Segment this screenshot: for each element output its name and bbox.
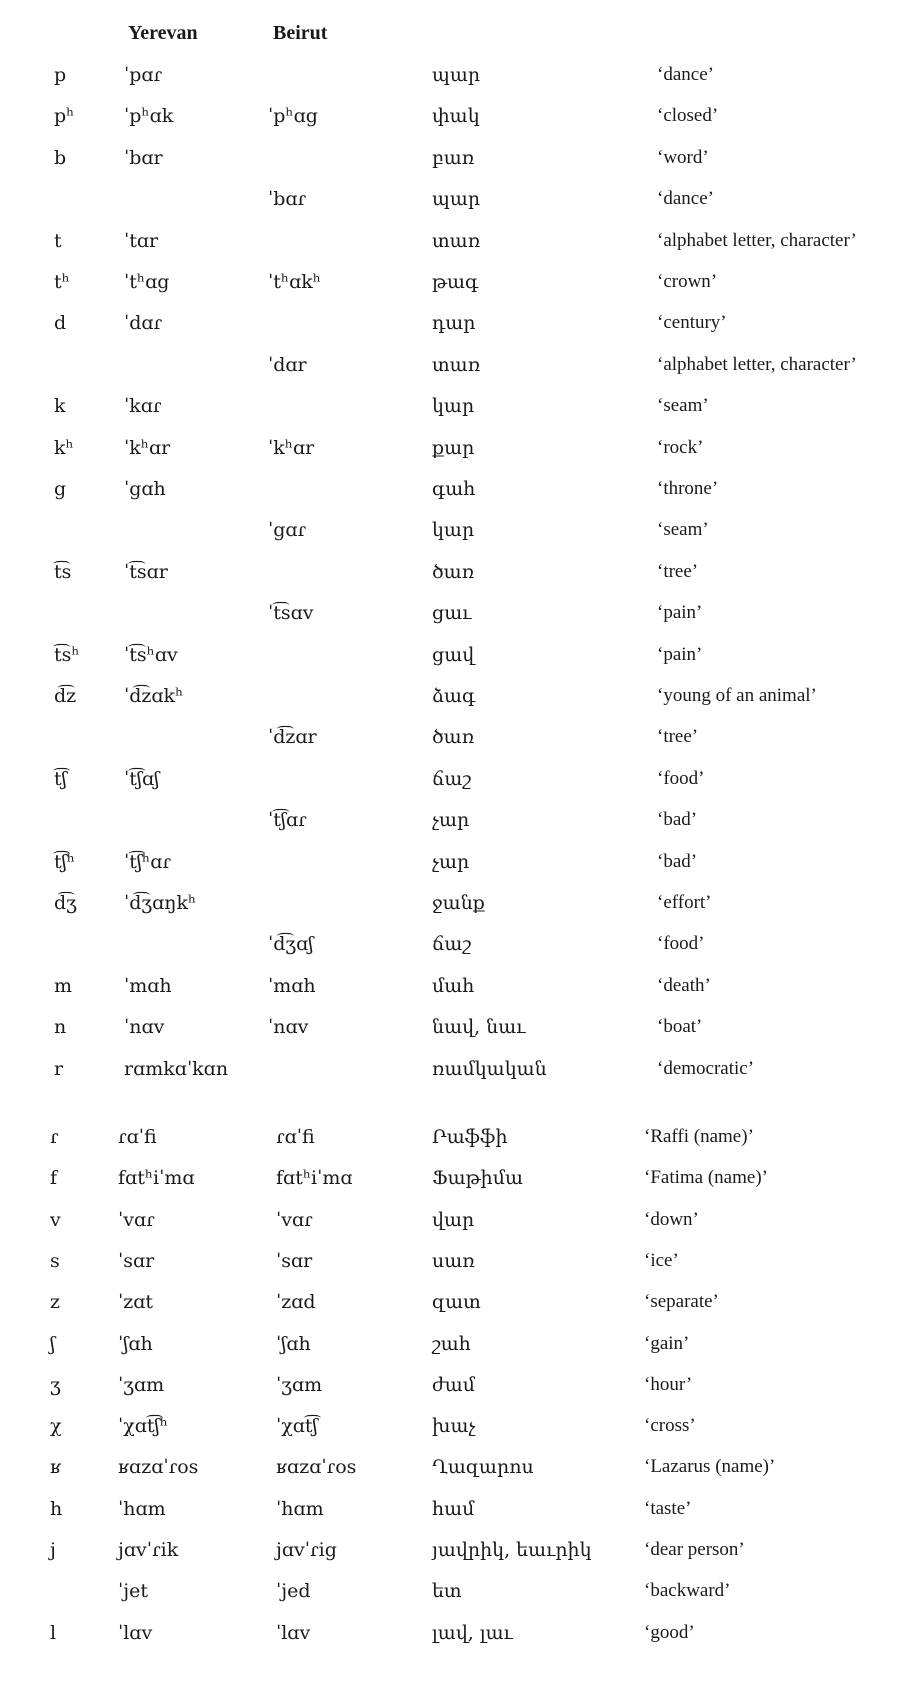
table-row xyxy=(0,308,921,338)
armenian-cell: չար xyxy=(432,850,470,873)
yerevan-cell: ˈjet xyxy=(118,1580,148,1603)
phoneme-cell: g xyxy=(54,478,67,500)
yerevan-cell: ˈgɑh xyxy=(124,478,166,500)
yerevan-cell: ˈdɑɾ xyxy=(124,312,163,335)
table-row xyxy=(0,1205,921,1235)
beirut-cell: ˈd͡ʒɑʃ xyxy=(268,933,314,956)
phoneme-cell: s xyxy=(50,1249,60,1272)
gloss-cell: ‘food’ xyxy=(657,767,705,789)
gloss-cell: ‘young of an animal’ xyxy=(657,685,817,706)
gloss-cell: ‘dear person’ xyxy=(644,1539,745,1560)
gloss-cell: ‘boat’ xyxy=(657,1016,703,1038)
beirut-cell: ˈgɑɾ xyxy=(268,519,307,542)
table-row xyxy=(0,184,921,214)
table-row xyxy=(0,1576,921,1606)
table-row xyxy=(0,598,921,628)
yerevan-cell: ˈvɑɾ xyxy=(118,1208,155,1231)
phoneme-cell: tʰ xyxy=(54,271,70,293)
gloss-cell: ‘bad’ xyxy=(657,850,698,872)
beirut-cell: ˈmɑh xyxy=(268,974,316,997)
table-row xyxy=(0,433,921,463)
armenian-cell: բառ xyxy=(432,146,475,169)
beirut-cell: ɾɑˈfi xyxy=(276,1126,315,1148)
gloss-cell: ‘alphabet letter, character’ xyxy=(657,353,857,375)
armenian-cell: համ xyxy=(432,1497,475,1520)
beirut-cell: ˈʒɑm xyxy=(276,1373,323,1396)
gloss-cell: ‘pain’ xyxy=(657,602,703,624)
armenian-cell: սառ xyxy=(432,1249,475,1272)
gloss-cell: ‘closed’ xyxy=(657,105,719,127)
table-row xyxy=(0,722,921,752)
table-row xyxy=(0,1054,921,1084)
gloss-cell: ‘effort’ xyxy=(657,892,712,913)
armenian-cell: ծառ xyxy=(432,726,475,749)
beirut-cell: ʁɑzɑˈɾos xyxy=(276,1456,357,1479)
gloss-cell: ‘hour’ xyxy=(644,1373,693,1395)
beirut-cell: ˈtʰɑkʰ xyxy=(268,271,321,293)
armenian-cell: ջանք xyxy=(432,892,485,914)
gloss-cell: ‘democratic’ xyxy=(657,1057,755,1079)
table-row xyxy=(0,1246,921,1276)
armenian-cell: ճաշ xyxy=(432,933,472,956)
phoneme-cell: t͡s xyxy=(54,560,72,583)
beirut-cell: ˈjed xyxy=(276,1580,311,1603)
armenian-cell: լավ, լաւ xyxy=(432,1621,513,1644)
armenian-cell: շահ xyxy=(432,1332,471,1355)
yerevan-cell: ˈtɑr xyxy=(124,229,159,252)
beirut-cell: ˈd͡zɑr xyxy=(268,726,317,749)
gloss-cell: ‘backward’ xyxy=(644,1580,731,1602)
gloss-cell: ‘Raffi (name)’ xyxy=(644,1126,754,1147)
phoneme-cell: ʃ xyxy=(50,1332,56,1355)
phoneme-cell: n xyxy=(54,1016,67,1039)
phoneme-cell: t͡ʃ xyxy=(54,767,67,790)
phoneme-cell: l xyxy=(50,1621,57,1644)
armenian-cell: տառ xyxy=(432,353,481,376)
phoneme-cell: r xyxy=(54,1057,64,1080)
armenian-cell: Ֆաթիմա xyxy=(432,1167,523,1190)
beirut-cell: ˈkʰɑr xyxy=(268,436,315,459)
beirut-cell: ˈvɑɾ xyxy=(276,1208,313,1231)
beirut-cell: ˈbɑɾ xyxy=(268,188,307,211)
gloss-cell: ‘down’ xyxy=(644,1208,699,1230)
armenian-cell: խաչ xyxy=(432,1415,476,1438)
table-row xyxy=(0,1411,921,1441)
phoneme-cell: χ xyxy=(50,1415,62,1438)
armenian-cell: նավ, նաւ xyxy=(432,1016,526,1039)
armenian-cell: ձագ xyxy=(432,685,476,707)
gloss-cell: ‘taste’ xyxy=(644,1497,692,1519)
armenian-cell: Րաֆֆի xyxy=(432,1126,508,1148)
table-row xyxy=(0,101,921,131)
yerevan-cell: ˈhɑm xyxy=(118,1497,166,1520)
gloss-cell: ‘rock’ xyxy=(657,436,704,458)
gloss-cell: ‘tree’ xyxy=(657,726,699,748)
gloss-cell: ‘bad’ xyxy=(657,809,698,831)
phoneme-cell: t xyxy=(54,229,62,252)
gloss-cell: ‘tree’ xyxy=(657,560,699,582)
gloss-cell: ‘death’ xyxy=(657,974,711,996)
table-row xyxy=(0,60,921,90)
table-row xyxy=(0,350,921,380)
phoneme-cell: b xyxy=(54,146,67,169)
beirut-cell: ˈʃɑh xyxy=(276,1332,311,1355)
yerevan-cell: ɾɑˈfi xyxy=(118,1126,157,1148)
yerevan-cell: rɑmkɑˈkɑn xyxy=(124,1057,229,1080)
table-row xyxy=(0,971,921,1001)
table-row xyxy=(0,1329,921,1359)
yerevan-cell: ˈkɑɾ xyxy=(124,395,162,418)
yerevan-cell: ˈnɑv xyxy=(124,1016,165,1039)
phoneme-cell: ɾ xyxy=(50,1126,59,1148)
phoneme-cell: h xyxy=(50,1497,63,1520)
yerevan-cell: ˈlɑv xyxy=(118,1621,153,1644)
armenian-cell: դար xyxy=(432,312,476,335)
beirut-cell: ˈhɑm xyxy=(276,1497,324,1520)
gloss-cell: ‘gain’ xyxy=(644,1332,690,1354)
yerevan-cell: ˈtʰɑg xyxy=(124,271,170,293)
phoneme-cell: p xyxy=(54,64,67,86)
table-row xyxy=(0,391,921,421)
yerevan-cell: ˈt͡ʃʰɑɾ xyxy=(124,850,171,873)
phoneme-cell: ʁ xyxy=(50,1456,62,1479)
yerevan-cell: ˈχɑt͡ʃʰ xyxy=(118,1415,168,1438)
armenian-cell: ցավ xyxy=(432,643,475,666)
beirut-cell: ˈt͡ʃɑɾ xyxy=(268,809,307,832)
table-row xyxy=(0,640,921,670)
armenian-cell: փակ xyxy=(432,105,480,128)
table-row xyxy=(0,1452,921,1482)
beirut-cell: ˈsɑr xyxy=(276,1249,313,1272)
yerevan-cell: jɑvˈɾik xyxy=(118,1539,179,1561)
table-row xyxy=(0,847,921,877)
armenian-cell: չար xyxy=(432,809,470,832)
phoneme-cell: m xyxy=(54,974,73,997)
beirut-cell: fɑtʰiˈmɑ xyxy=(276,1167,353,1190)
header-yerevan: Yerevan xyxy=(128,22,198,44)
phoneme-cell: kʰ xyxy=(54,436,74,459)
beirut-cell: ˈdɑr xyxy=(268,353,307,376)
yerevan-cell: ˈd͡ʒɑŋkʰ xyxy=(124,892,197,914)
armenian-cell: ծառ xyxy=(432,560,475,583)
gloss-cell: ‘seam’ xyxy=(657,395,709,417)
phoneme-cell: k xyxy=(54,395,66,418)
gloss-cell: ‘ice’ xyxy=(644,1249,679,1271)
table-row xyxy=(0,764,921,794)
gloss-cell: ‘Lazarus (name)’ xyxy=(644,1456,776,1478)
yerevan-cell: ˈʒɑm xyxy=(118,1373,165,1396)
yerevan-cell: ˈpɑɾ xyxy=(124,64,163,86)
yerevan-cell: ˈmɑh xyxy=(124,974,172,997)
gloss-cell: ‘pain’ xyxy=(657,643,703,665)
gloss-cell: ‘alphabet letter, character’ xyxy=(657,229,857,251)
beirut-cell: ˈχɑt͡ʃ xyxy=(276,1415,318,1438)
yerevan-cell: fɑtʰiˈmɑ xyxy=(118,1167,195,1190)
phoneme-cell: d͡ʒ xyxy=(54,892,77,914)
table-row xyxy=(0,805,921,835)
beirut-cell: ˈt͡sɑv xyxy=(268,602,314,625)
phoneme-cell: f xyxy=(50,1167,58,1190)
yerevan-cell: ˈt͡sɑr xyxy=(124,560,168,583)
table-row xyxy=(0,515,921,545)
gloss-cell: ‘crown’ xyxy=(657,271,718,292)
gloss-cell: ‘food’ xyxy=(657,933,705,955)
beirut-cell: ˈlɑv xyxy=(276,1621,311,1644)
gloss-cell: ‘separate’ xyxy=(644,1291,719,1313)
yerevan-cell: ˈt͡sʰɑv xyxy=(124,643,178,666)
gloss-cell: ‘good’ xyxy=(644,1621,695,1643)
phoneme-cell: d͡z xyxy=(54,685,77,707)
armenian-cell: ռամկական xyxy=(432,1057,547,1080)
yerevan-cell: ˈpʰɑk xyxy=(124,105,174,128)
table-row xyxy=(0,474,921,504)
gloss-cell: ‘throne’ xyxy=(657,478,719,499)
phoneme-cell: z xyxy=(50,1291,61,1314)
armenian-cell: գահ xyxy=(432,478,476,500)
phoneme-cell: j xyxy=(50,1539,56,1561)
table-row xyxy=(0,1494,921,1524)
yerevan-cell: ˈsɑr xyxy=(118,1249,155,1272)
phoneme-cell: t͡ʃʰ xyxy=(54,850,76,873)
yerevan-cell: ˈkʰɑr xyxy=(124,436,171,459)
beirut-cell: ˈpʰɑg xyxy=(268,105,318,128)
gloss-cell: ‘cross’ xyxy=(644,1415,696,1437)
armenian-cell: յավրիկ, եաւրիկ xyxy=(432,1539,592,1561)
beirut-cell: ˈnɑv xyxy=(268,1016,309,1039)
table-row xyxy=(0,267,921,297)
armenian-cell: վար xyxy=(432,1208,475,1231)
table-row xyxy=(0,1535,921,1565)
gloss-cell: ‘word’ xyxy=(657,146,709,168)
armenian-cell: տառ xyxy=(432,229,481,252)
armenian-cell: պար xyxy=(432,64,481,86)
phoneme-cell: ʒ xyxy=(50,1373,61,1396)
header-beirut: Beirut xyxy=(273,22,328,44)
yerevan-cell: ˈʃɑh xyxy=(118,1332,153,1355)
gloss-cell: ‘dance’ xyxy=(657,64,714,85)
table-row xyxy=(0,226,921,256)
yerevan-cell: ˈzɑt xyxy=(118,1291,154,1314)
table-row xyxy=(0,1122,921,1152)
yerevan-cell: ˈbɑr xyxy=(124,146,163,169)
armenian-cell: ժամ xyxy=(432,1373,476,1396)
armenian-cell: կար xyxy=(432,519,475,542)
armenian-cell: զատ xyxy=(432,1291,481,1314)
phoneme-cell: pʰ xyxy=(54,105,75,128)
armenian-cell: թագ xyxy=(432,271,479,293)
armenian-cell: պար xyxy=(432,188,481,211)
phoneme-cell: t͡sʰ xyxy=(54,643,80,666)
table-row xyxy=(0,929,921,959)
beirut-cell: jɑvˈɾig xyxy=(276,1539,337,1561)
table-row xyxy=(0,681,921,711)
armenian-cell: ետ xyxy=(432,1580,462,1603)
phoneme-cell: d xyxy=(54,312,67,335)
gloss-cell: ‘seam’ xyxy=(657,519,709,541)
table-row xyxy=(0,1163,921,1193)
table-row xyxy=(0,888,921,918)
yerevan-cell: ˈt͡ʃɑʃ xyxy=(124,767,160,790)
table-row xyxy=(0,557,921,587)
gloss-cell: ‘dance’ xyxy=(657,188,714,210)
armenian-cell: մահ xyxy=(432,974,475,997)
armenian-cell: կար xyxy=(432,395,475,418)
yerevan-cell: ˈd͡zɑkʰ xyxy=(124,685,184,707)
armenian-cell: Ղազարոս xyxy=(432,1456,534,1479)
armenian-cell: ճաշ xyxy=(432,767,472,790)
table-row xyxy=(0,1287,921,1317)
beirut-cell: ˈzɑd xyxy=(276,1291,316,1314)
phoneme-cell: v xyxy=(50,1208,61,1231)
armenian-cell: քար xyxy=(432,436,475,459)
armenian-cell: ցաւ xyxy=(432,602,472,625)
table-row xyxy=(0,1370,921,1400)
table-row xyxy=(0,1012,921,1042)
table-row xyxy=(0,143,921,173)
gloss-cell: ‘century’ xyxy=(657,312,727,334)
yerevan-cell: ʁɑzɑˈɾos xyxy=(118,1456,199,1479)
gloss-cell: ‘Fatima (name)’ xyxy=(644,1167,768,1189)
table-row xyxy=(0,1618,921,1648)
